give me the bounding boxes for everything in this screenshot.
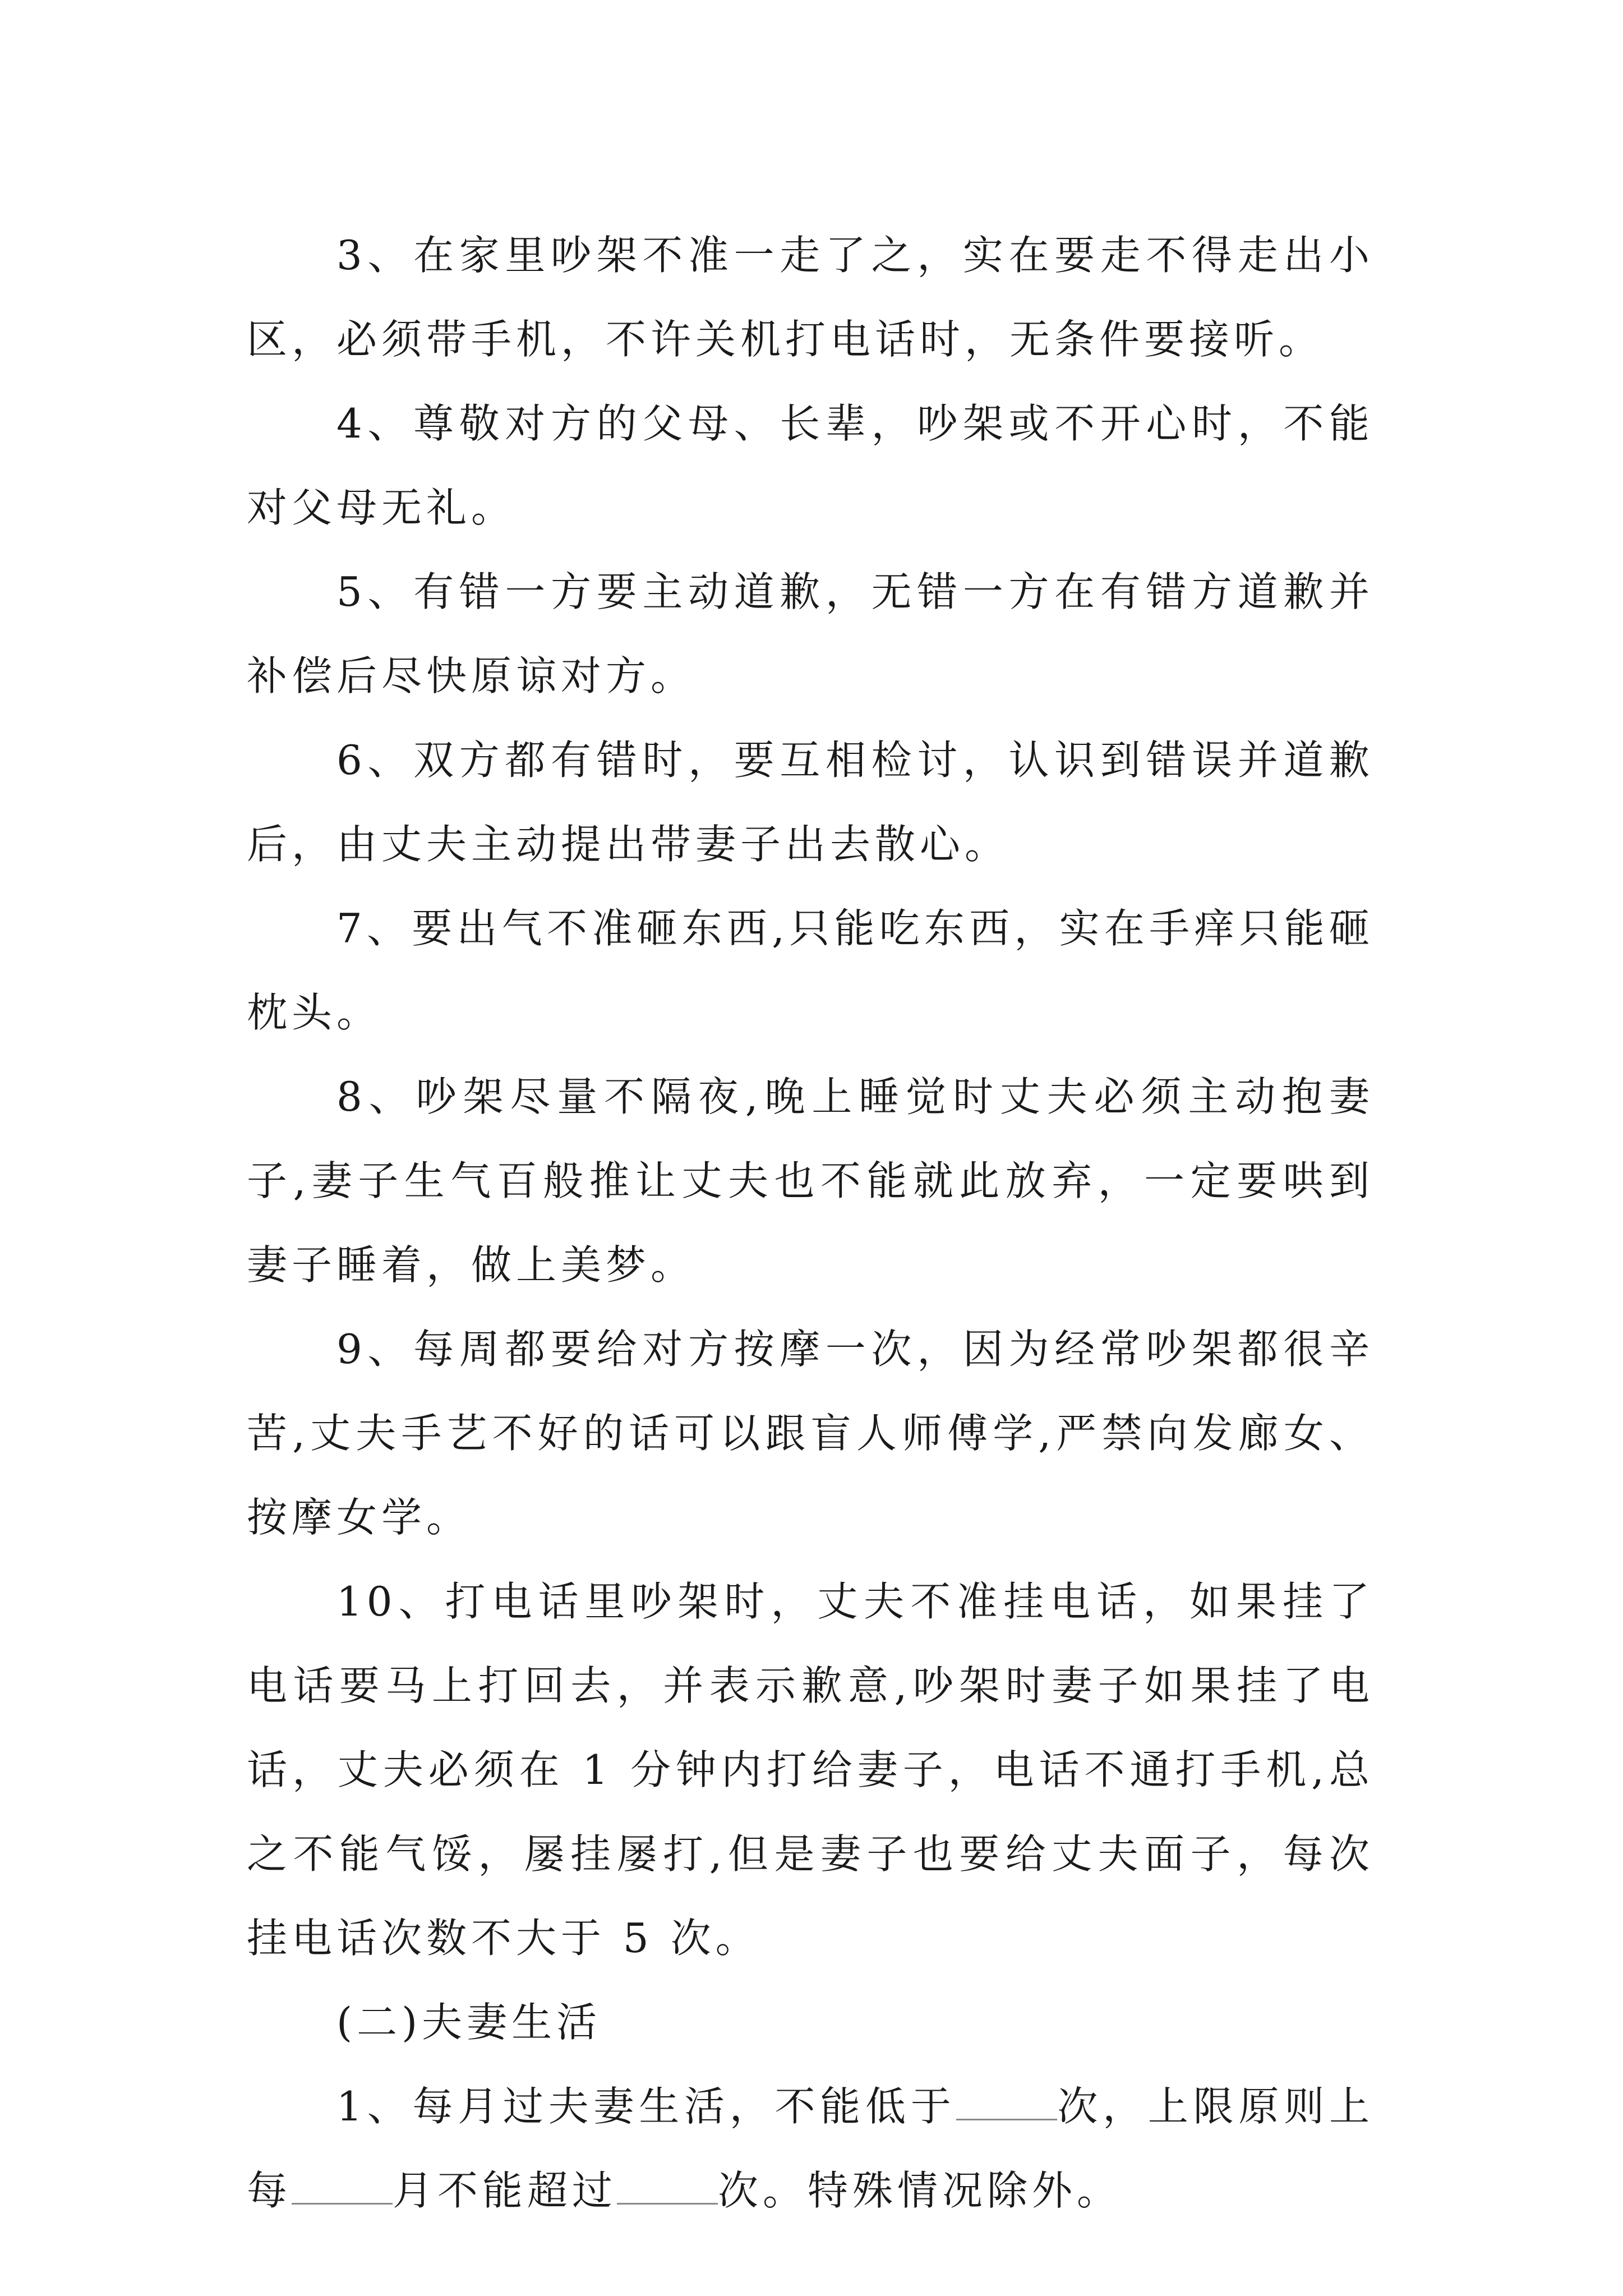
- paragraph-marital-item-1: [247, 2064, 1374, 2233]
- section-heading-marital-life: (二)夫妻生活: [336, 1999, 602, 2046]
- paragraph-item-6: 6、双方都有错时，要互相检讨，认识到错误并道歉后，由丈夫主动提出带妻子出去散心。: [247, 737, 1374, 868]
- fill-blank-min-times[interactable]: [956, 2085, 1057, 2120]
- paragraph-item-5: 5、有错一方要主动道歉，无错一方在有错方道歉并补偿后尽快原谅对方。: [247, 568, 1374, 700]
- fill-blank-max-times[interactable]: [617, 2169, 718, 2205]
- paragraph-item-7: 7、要出气不准砸东西,只能吃东西，实在手痒只能砸枕头。: [247, 905, 1374, 1036]
- item1-text-b: 次，上限原则上每: [247, 2083, 1374, 2214]
- paragraph-item-4: 4、尊敬对方的父母、长辈，吵架或不开心时，不能对父母无礼。: [247, 400, 1374, 531]
- document-body: [247, 213, 1374, 2233]
- paragraph-item-10: 10、打电话里吵架时，丈夫不准挂电话，如果挂了电话要马上打回去，并表示歉意,吵架时妻子如果挂了电话，丈夫必须在 1 分钟内打给妻子，电话不通打手机,总之不能气馁，屡挂屡打,但是妻子也要给丈夫面子，每次挂电话次数不大于 5 次。: [247, 1578, 1374, 1962]
- paragraph-item-9: 9、每周都要给对方按摩一次，因为经常吵架都很辛苦,丈夫手艺不好的话可以跟盲人师傅学,严禁向发廊女、按摩女学。: [247, 1326, 1374, 1541]
- item1-text-c: 月不能超过: [393, 2167, 617, 2214]
- item1-text-a: 1、每月过夫妻生活，不能低于: [336, 2083, 956, 2130]
- paragraph-item-8: 8、吵架尽量不隔夜,晚上睡觉时丈夫必须主动抱妻子,妻子生气百般推让丈夫也不能就此放弃，一定要哄到妻子睡着，做上美梦。: [247, 1073, 1374, 1289]
- fill-blank-period[interactable]: [292, 2169, 393, 2205]
- paragraph-item-3: 3、在家里吵架不准一走了之，实在要走不得走出小区，必须带手机，不许关机打电话时，无条件要接听。: [247, 232, 1374, 363]
- item1-text-d: 次。特殊情况除外。: [718, 2167, 1122, 2214]
